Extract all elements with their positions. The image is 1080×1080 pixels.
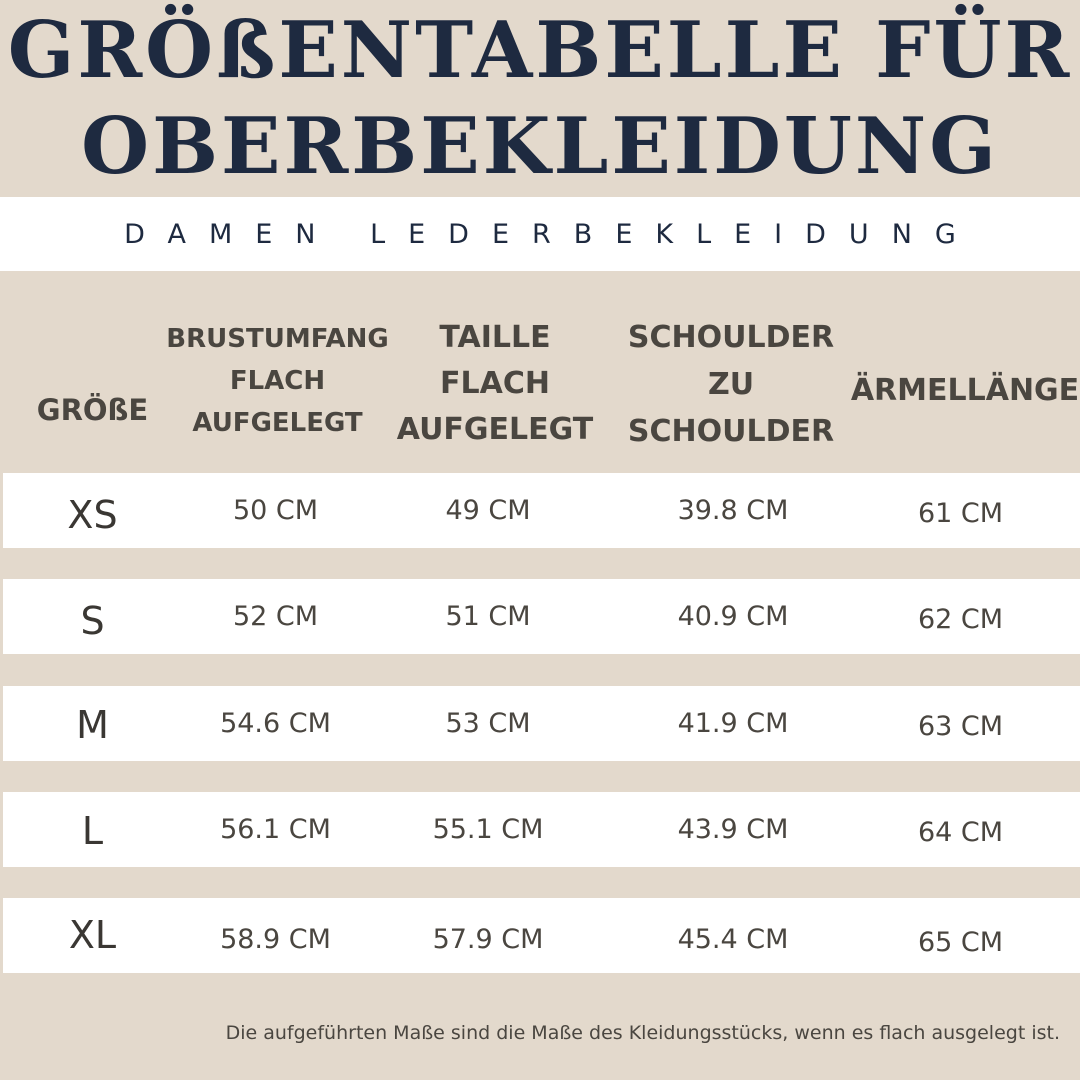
header-waist: TAILLE FLACH AUFGELEGT: [396, 320, 594, 447]
waist-value: 51 CM: [445, 601, 531, 632]
sleeve-value: 64 CM: [917, 817, 1004, 848]
sleeve-value: 65 CM: [917, 927, 1004, 958]
size-label: XL: [68, 912, 117, 957]
table-row: [3, 473, 1080, 548]
table-row: [3, 686, 1080, 761]
chest-value: 54.6 CM: [220, 708, 331, 739]
shoulder-value: 39.8 CM: [677, 495, 789, 526]
shoulder-value: 45.4 CM: [677, 924, 789, 955]
subtitle-band: [0, 197, 1080, 271]
table-row: [3, 579, 1080, 654]
size-label: L: [81, 808, 104, 853]
table-row: [3, 792, 1080, 867]
size-label: XS: [67, 492, 118, 537]
chest-value: 52 CM: [232, 601, 319, 632]
shoulder-value: 43.9 CM: [677, 814, 789, 845]
footnote: Die aufgeführten Maße sind die Maße des Kleidungsstücks, wenn es flach ausgelegt ist.: [225, 1022, 1060, 1044]
chest-value: 58.9 CM: [220, 924, 331, 955]
shoulder-value: 41.9 CM: [677, 708, 789, 739]
sleeve-value: 61 CM: [917, 498, 1004, 529]
header-chest: BRUSTUMFANG FLACH AUFGELEGT: [166, 324, 389, 438]
title-line-2: OBERBEKLEIDUNG: [81, 101, 999, 192]
header-size: GRÖßE: [36, 393, 149, 427]
header-shoulder: SCHOULDER ZU SCHOULDER: [627, 319, 835, 449]
sleeve-value: 62 CM: [917, 604, 1004, 635]
size-label: M: [76, 702, 109, 747]
sleeve-value: 63 CM: [917, 711, 1004, 742]
shoulder-value: 40.9 CM: [677, 601, 789, 632]
size-label: S: [80, 598, 105, 643]
waist-value: 49 CM: [445, 495, 531, 526]
header-sleeve: ÄRMELLÄNGE: [850, 372, 1080, 408]
waist-value: 53 CM: [445, 708, 531, 739]
chest-value: 50 CM: [232, 495, 319, 526]
waist-value: 55.1 CM: [432, 814, 544, 845]
subtitle: DAMEN LEDERBEKLEIDUNG: [124, 218, 979, 250]
waist-value: 57.9 CM: [432, 924, 544, 955]
title-line-1: GRÖßENTABELLE FÜR: [7, 5, 1073, 96]
chest-value: 56.1 CM: [220, 814, 331, 845]
table-row: [3, 898, 1080, 973]
